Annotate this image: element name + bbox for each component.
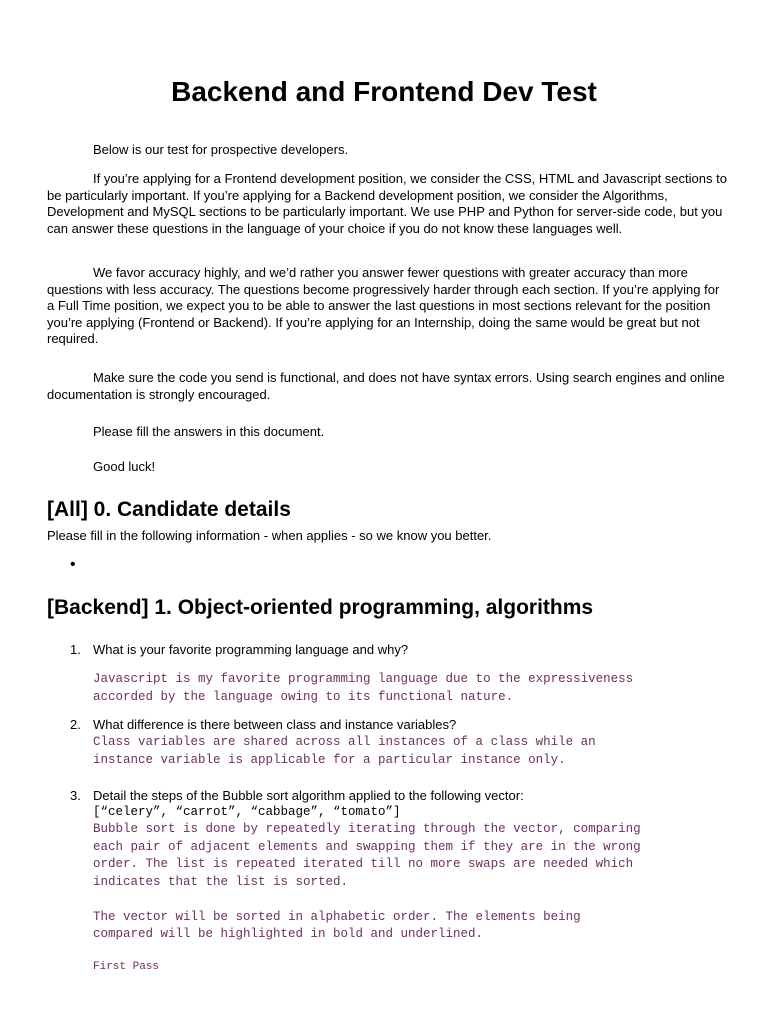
section-0-heading: [All] 0. Candidate details: [47, 498, 291, 521]
intro-paragraph-6: Good luck!: [93, 459, 156, 474]
question-1-answer: Javascript is my favorite programming language due to the expressiveness accorded by the language owing to its functional nature.: [93, 672, 634, 704]
question-3-number: 3.: [70, 788, 81, 803]
question-2-number: 2.: [70, 717, 81, 732]
intro-paragraph-3: We favor accuracy highly, and we’d rather you answer fewer questions with greater accuracy than more questions with less accuracy. The questions become progressively harder through each section. If you’re applying for a Full Time position, we expect you to be able to answer the last questions in most sections relevant for the position you’re applying (Frontend or Backend). If you’re applying for an Internship, doing the same would be great but not required.: [47, 265, 720, 346]
intro-paragraph-5: Please fill the answers in this document.: [93, 424, 325, 439]
intro-paragraph-2: If you’re applying for a Frontend development position, we consider the CSS, HTML and Javascript sections to be particularly important. If you’re applying for a Backend development position, we consider the Algorithms, Development and MySQL sections to be particularly important. We use PHP and Python for server-side code, but you can answer these questions in the language of your choice if you do not know these languages well.: [47, 171, 727, 236]
section-0-description: Please fill in the following information - when applies - so we know you better.: [47, 528, 492, 543]
bullet-point: •: [70, 556, 76, 573]
question-2-answer: Class variables are shared across all instances of a class while an instance variable is applicable for a particular instance only.: [93, 735, 596, 767]
question-3-vector: [“celery”, “carrot”, “cabbage”, “tomato”]: [93, 805, 401, 819]
document-title: Backend and Frontend Dev Test: [171, 76, 597, 107]
intro-paragraph-4: Make sure the code you send is functional, and does not have syntax errors. Using search engines and online documentation is strongly encouraged.: [47, 370, 725, 402]
section-1-heading: [Backend] 1. Object-oriented programming, algorithms: [47, 596, 594, 619]
question-1-number: 1.: [70, 642, 81, 657]
question-3-text: Detail the steps of the Bubble sort algorithm applied to the following vector:: [93, 788, 524, 803]
question-3-answer: Bubble sort is done by repeatedly iterating through the vector, comparing each pair of adjacent elements and swapping them if they are in the wrong order. The list is repeated iterated till no more swaps are needed which indicates that the list is sorted. The vector will be sorted in alphabetic order. The elements being compared will be highlighted in bold and underlined.: [93, 822, 641, 941]
intro-paragraph-1: Below is our test for prospective developers.: [93, 142, 349, 157]
question-1-text: What is your favorite programming language and why?: [93, 642, 409, 657]
first-pass-label: First Pass: [93, 961, 160, 973]
question-2-text: What difference is there between class and instance variables?: [93, 717, 457, 732]
